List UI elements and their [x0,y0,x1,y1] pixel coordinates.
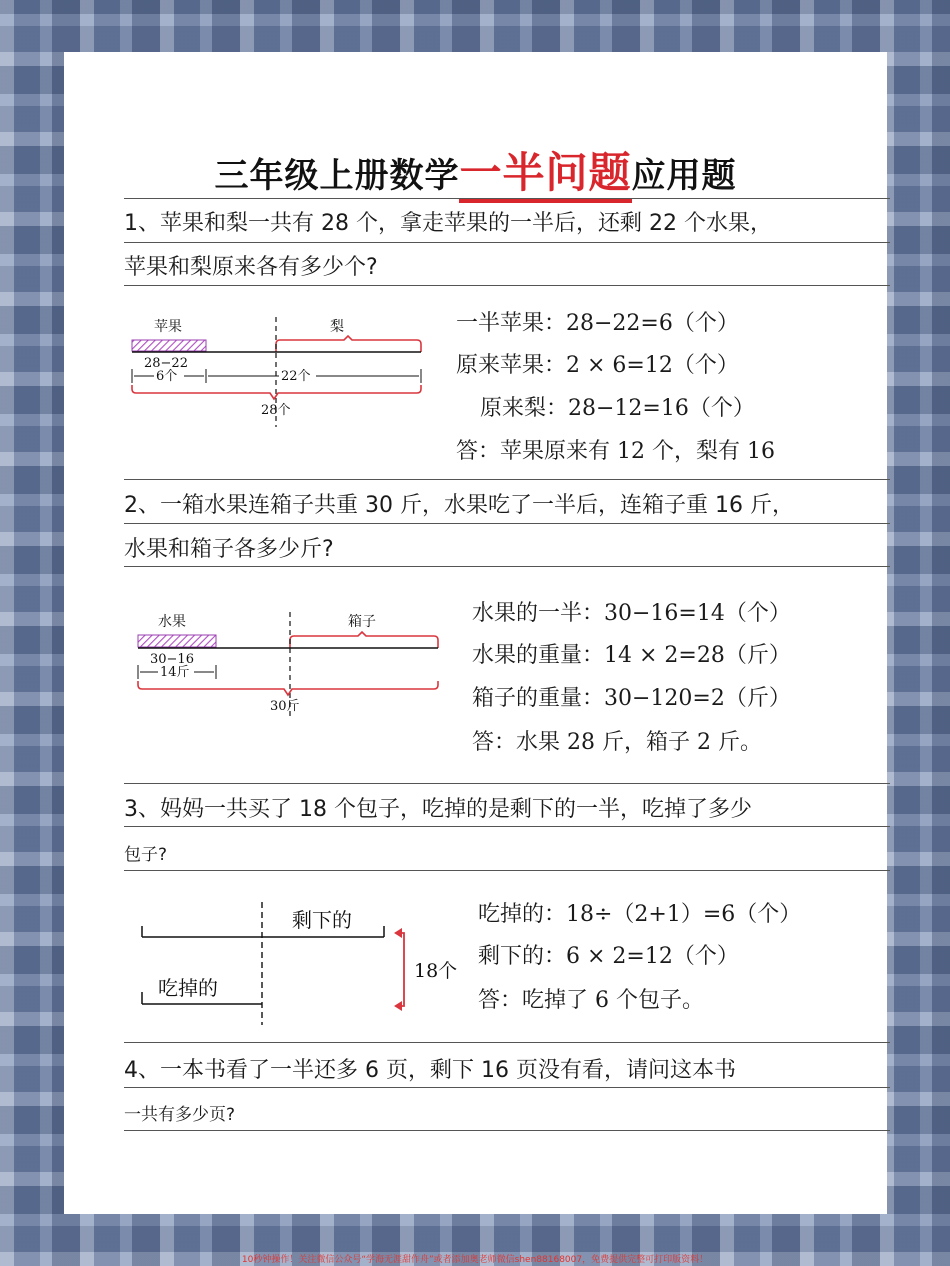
rule-line [124,198,890,199]
rule-line [124,285,890,286]
q3-answer: 答：吃掉了 6 个包子。 [478,988,704,1013]
q2-diagram [130,607,450,722]
q3-diagram [132,897,462,1032]
q3-red-bracket [396,933,404,1006]
q2-part-fruit: 14斤 [160,665,190,680]
q3-label-remaining: 剩下的 [292,908,352,932]
q3-arrow-head [394,928,402,938]
rule-line [124,826,890,827]
worksheet-paper [64,52,887,1214]
q1-line1: 1、苹果和梨一共有 28 个，拿走苹果的一半后，还剩 22 个水果， [124,211,772,236]
q3-label-eaten: 吃掉的 [158,976,218,1000]
q1-part-pear: 22个 [281,369,311,384]
q2-solution-3: 箱子的重量：30−120=2（斤） [472,686,791,711]
title-post: 应用题 [631,156,737,196]
page-title [64,140,887,200]
rule-line [124,783,890,784]
rule-line [124,1042,890,1043]
q1-answer: 答：苹果原来有 12 个，梨有 16 [456,439,775,464]
rule-line [124,523,890,524]
rule-line [124,242,890,243]
q1-solution-2: 原来苹果：2 × 6=12（个） [456,353,739,378]
rule-line [124,479,890,480]
q2-hatch-bar [138,635,216,647]
q2-label-fruit: 水果 [158,614,186,630]
q1-solution-1: 一半苹果：28−22=6（个） [456,311,739,336]
q2-line2: 水果和箱子各多少斤? [124,537,334,562]
q4-line1: 4、一本书看了一半还多 6 页，剩下 16 页没有看，请问这本书 [124,1058,736,1083]
q1-label-apple: 苹果 [154,319,182,335]
title-pre: 三年级上册数学 [214,156,460,196]
q2-label-box: 箱子 [348,614,376,630]
q2-box-bracket [290,632,438,648]
q2-total: 30斤 [270,699,300,714]
q1-hatch-bar [132,340,206,351]
q1-label-pear: 梨 [330,319,344,335]
rule-line [124,1130,890,1131]
q1-diagram [124,307,434,437]
q3-arrow-head [394,1001,402,1011]
q1-pear-bracket [276,336,421,352]
q3-line1: 3、妈妈一共买了 18 个包子，吃掉的是剩下的一半，吃掉了多少 [124,797,752,822]
q1-total: 28个 [261,403,291,418]
title-highlight: 一半问题 [459,148,631,203]
q3-total: 18个 [414,960,458,982]
q2-expr: 30−16 [150,652,194,667]
rule-line [124,566,890,567]
q3-line2: 包子? [124,845,168,865]
q2-answer: 答：水果 28 斤，箱子 2 斤。 [472,730,762,755]
q1-line2: 苹果和梨原来各有多少个? [124,255,378,280]
q1-solution-3: 原来梨：28−12=16（个） [480,396,755,421]
q1-expr: 28−22 [144,356,188,371]
q4-line2: 一共有多少页? [124,1105,236,1125]
q3-solution-2: 剩下的：6 × 2=12（个） [478,944,739,969]
q2-line1: 2、一箱水果连箱子共重 30 斤，水果吃了一半后，连箱子重 16 斤， [124,493,794,518]
q2-total-bracket [138,681,438,695]
q2-solution-2: 水果的重量：14 × 2=28（斤） [472,643,791,668]
q2-solution-1: 水果的一半：30−16=14（个） [472,601,791,626]
footer-note: 10秒钟操作！关注微信公众号“学海无涯甜作舟”或者添加奥老师微信shen88168007，免费提供完整可打印版资料！ [241,1255,709,1265]
q1-part-apple: 6个 [156,369,178,384]
rule-line [124,870,890,871]
q3-solution-1: 吃掉的：18÷（2+1）=6（个） [478,902,802,927]
rule-line [124,1087,890,1088]
